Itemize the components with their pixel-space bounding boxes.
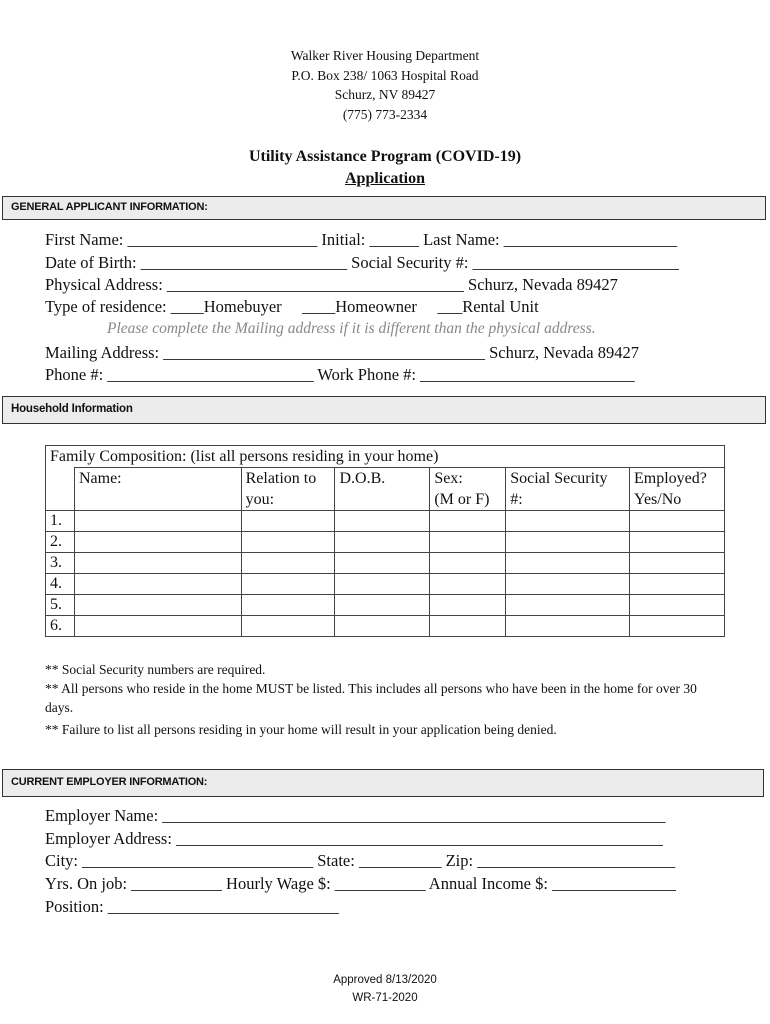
approved-date: Approved 8/13/2020 xyxy=(333,974,437,986)
footer xyxy=(0,971,770,1007)
mailing-address-hint: Please complete the Mailing address if it is different than the physical address. xyxy=(107,320,596,337)
row-number: 2. xyxy=(46,532,75,553)
family-composition-table xyxy=(45,445,725,637)
note-denial-warning: ** Failure to list all persons residing in your home will result in your application being denied. xyxy=(45,722,557,737)
phone-fields[interactable]: Phone #: _________________________ Work Phone #: __________________________ xyxy=(45,365,635,384)
note-ssn-required: ** Social Security numbers are required. xyxy=(45,662,266,677)
org-address-line1: P.O. Box 238/ 1063 Hospital Road xyxy=(291,67,479,83)
column-header-dob: D.O.B. xyxy=(335,468,430,511)
city-state-zip-fields[interactable]: City: ____________________________ State: __________ Zip: ________________________ xyxy=(45,851,676,870)
row-number: 1. xyxy=(46,511,75,532)
org-name: Walker River Housing Department xyxy=(290,48,480,63)
mailing-address-field[interactable]: Mailing Address: _______________________________________ Schurz, Nevada 89427 xyxy=(45,343,639,362)
section-current-employer: CURRENT EMPLOYER INFORMATION: xyxy=(2,769,764,797)
employer-address-field[interactable]: Employer Address: ___________________________________________________________ xyxy=(45,829,663,848)
form-subtitle-text: Application xyxy=(344,170,425,187)
form-subtitle xyxy=(0,170,770,188)
section-general-applicant: GENERAL APPLICANT INFORMATION: xyxy=(2,196,766,220)
row-number: 4. xyxy=(46,574,75,595)
employer-name-field[interactable]: Employer Name: _____________________________________________________________ xyxy=(45,806,666,825)
form-number: WR-71-2020 xyxy=(352,992,418,1004)
table-row[interactable] xyxy=(46,616,725,637)
form-title: Utility Assistance Program (COVID-19) xyxy=(248,148,522,165)
column-header-sex: Sex: (M or F) xyxy=(430,468,506,511)
organization-header xyxy=(0,46,770,124)
table-row[interactable] xyxy=(46,532,725,553)
position-field[interactable]: Position: ____________________________ xyxy=(45,897,339,916)
column-header-employed: Employed? Yes/No xyxy=(630,468,725,511)
column-header-ssn: Social Security #: xyxy=(506,468,630,511)
row-number: 3. xyxy=(46,553,75,574)
name-fields[interactable]: First Name: _______________________ Initial: ______ Last Name: _____________________ xyxy=(45,230,677,249)
job-wage-income-fields[interactable]: Yrs. On job: ___________ Hourly Wage $: ___________ Annual Income $: _______________ xyxy=(45,874,676,893)
table-caption: Family Composition: (list all persons residing in your home) xyxy=(46,446,725,468)
row-number: 5. xyxy=(46,595,75,616)
column-header-name: Name: xyxy=(74,468,241,511)
org-phone: (775) 773-2334 xyxy=(342,106,428,122)
section-household: Household Information xyxy=(2,396,766,424)
table-row[interactable] xyxy=(46,595,725,616)
row-number: 6. xyxy=(46,616,75,637)
table-row[interactable] xyxy=(46,511,725,532)
physical-address-field[interactable]: Physical Address: ____________________________________ Schurz, Nevada 89427 xyxy=(45,275,618,294)
table-row[interactable] xyxy=(46,574,725,595)
org-address-line2: Schurz, NV 89427 xyxy=(334,87,436,102)
column-header-relation: Relation to you: xyxy=(241,468,335,511)
note-all-persons: ** All persons who reside in the home MUST be listed. This includes all persons who have been in the home for over 30 days. xyxy=(45,681,697,715)
dob-ssn-fields[interactable]: Date of Birth: _________________________ Social Security #: _________________________ xyxy=(45,253,679,272)
residence-type-options[interactable]: Type of residence: ____Homebuyer ____Homeowner ___Rental Unit xyxy=(45,297,539,316)
table-row[interactable] xyxy=(46,553,725,574)
